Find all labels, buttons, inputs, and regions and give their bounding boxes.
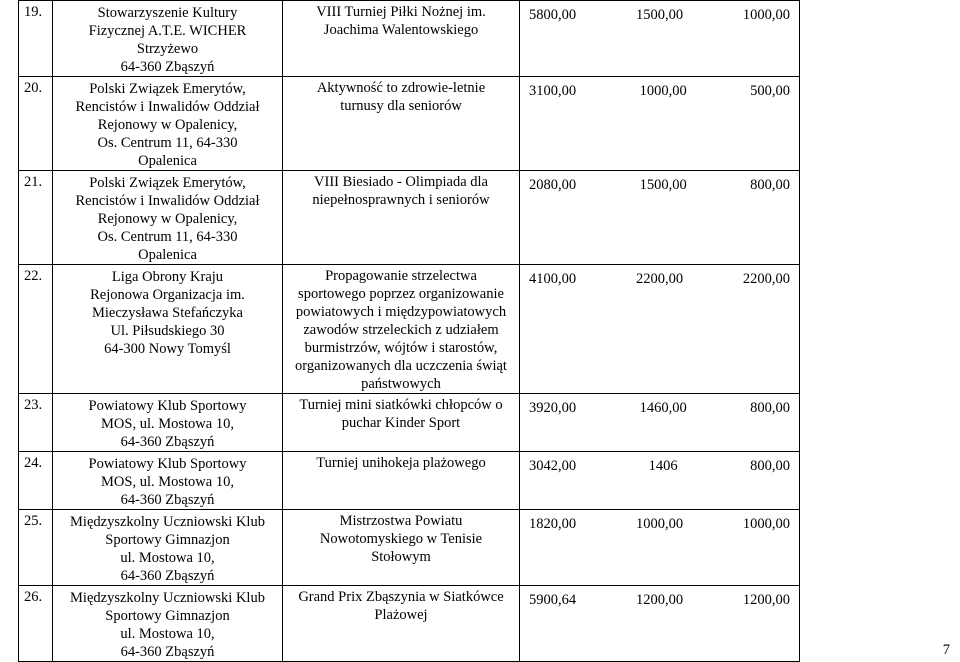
row-number: 26. bbox=[19, 586, 53, 662]
entity-line: Rejonowy w Opalenicy, bbox=[97, 117, 238, 133]
requested-amount: 1406 bbox=[648, 458, 678, 474]
task-line: Turniej mini siatkówki chłopców o bbox=[299, 397, 503, 413]
amounts-cell bbox=[520, 510, 800, 586]
task-cell bbox=[283, 265, 520, 394]
entity-line: 64-360 Zbąszyń bbox=[120, 434, 215, 450]
entity-line: Fizycznej A.T.E. WICHER bbox=[88, 23, 247, 39]
task-cell bbox=[283, 510, 520, 586]
entity-line: Liga Obrony Kraju bbox=[111, 269, 224, 285]
requested-amount: 1460,00 bbox=[639, 400, 687, 416]
entity-line: Opalenica bbox=[138, 153, 197, 169]
total-cost: 3920,00 bbox=[529, 400, 577, 416]
task-line: organizowanych dla uczczenia świąt bbox=[295, 358, 507, 374]
task-line: sportowego poprzez organizowanie bbox=[298, 286, 504, 302]
grant-table bbox=[18, 0, 800, 662]
requested-amount: 1000,00 bbox=[639, 83, 687, 99]
table-row bbox=[19, 1, 800, 77]
entity-line: Os. Centrum 11, 64-330 bbox=[97, 135, 238, 151]
entity-line: 64-360 Zbąszyń bbox=[120, 644, 215, 660]
requested-amount: 2200,00 bbox=[635, 271, 684, 287]
requested-amount: 1500,00 bbox=[635, 7, 684, 23]
granted-amount: 800,00 bbox=[750, 458, 790, 474]
entity-line: Ul. Piłsudskiego 30 bbox=[110, 323, 225, 339]
entity-line: ul. Mostowa 10, bbox=[120, 626, 215, 642]
task-line: zawodów strzeleckich z udziałem bbox=[303, 322, 499, 338]
row-number: 23. bbox=[19, 394, 53, 452]
entity-cell bbox=[53, 1, 283, 77]
entity-line: MOS, ul. Mostowa 10, bbox=[101, 474, 234, 490]
entity-line: Rejonowy w Opalenicy, bbox=[97, 211, 238, 227]
entity-line: Międzyszkolny Uczniowski Klub bbox=[70, 514, 265, 530]
table-row bbox=[19, 77, 800, 171]
task-line: państwowych bbox=[361, 376, 441, 392]
requested-amount: 1200,00 bbox=[635, 592, 684, 608]
granted-amount: 800,00 bbox=[750, 177, 790, 193]
entity-line: Sportowy Gimnazjon bbox=[105, 532, 230, 548]
task-cell bbox=[283, 452, 520, 510]
task-cell bbox=[283, 586, 520, 662]
task-line: turnusy dla seniorów bbox=[340, 98, 462, 114]
task-cell bbox=[283, 1, 520, 77]
task-line: VIII Biesiado - Olimpiada dla bbox=[314, 174, 488, 190]
amounts-cell bbox=[520, 265, 800, 394]
total-cost: 4100,00 bbox=[529, 271, 577, 287]
row-number: 22. bbox=[19, 265, 53, 394]
entity-line: 64-360 Zbąszyń bbox=[120, 59, 215, 75]
granted-amount: 500,00 bbox=[750, 83, 790, 99]
entity-line: Sportowy Gimnazjon bbox=[105, 608, 230, 624]
entity-line: 64-360 Zbąszyń bbox=[120, 568, 215, 584]
requested-amount: 1000,00 bbox=[635, 516, 684, 532]
entity-line: Mieczysława Stefańczyka bbox=[92, 305, 243, 321]
entity-line: Powiatowy Klub Sportowy bbox=[88, 398, 247, 414]
page-number: 7 bbox=[942, 642, 950, 658]
task-line: Joachima Walentowskiego bbox=[323, 22, 479, 38]
task-line: Propagowanie strzelectwa bbox=[325, 268, 477, 284]
entity-line: Powiatowy Klub Sportowy bbox=[88, 456, 247, 472]
table-row bbox=[19, 586, 800, 662]
entity-line: Rencistów i Inwalidów Oddział bbox=[75, 193, 260, 209]
row-number: 20. bbox=[19, 77, 53, 171]
granted-amount: 1000,00 bbox=[742, 7, 790, 23]
task-cell bbox=[283, 171, 520, 265]
amounts-cell bbox=[520, 586, 800, 662]
granted-amount: 1000,00 bbox=[742, 516, 790, 532]
task-line: burmistrzów, wójtów i starostów, bbox=[304, 340, 498, 356]
granted-amount: 800,00 bbox=[750, 400, 790, 416]
entity-line: Os. Centrum 11, 64-330 bbox=[97, 229, 238, 245]
task-line: Stołowym bbox=[371, 549, 431, 565]
table-row bbox=[19, 265, 800, 394]
table-row bbox=[19, 510, 800, 586]
table-row bbox=[19, 452, 800, 510]
granted-amount: 2200,00 bbox=[742, 271, 790, 287]
amounts-cell bbox=[520, 171, 800, 265]
entity-line: 64-300 Nowy Tomyśl bbox=[104, 341, 231, 357]
row-number: 25. bbox=[19, 510, 53, 586]
row-number: 19. bbox=[19, 1, 53, 77]
entity-line: Strzyżewo bbox=[136, 41, 199, 57]
total-cost: 5800,00 bbox=[529, 7, 577, 23]
entity-line: Rencistów i Inwalidów Oddział bbox=[75, 99, 260, 115]
task-line: Turniej unihokeja plażowego bbox=[316, 455, 486, 471]
total-cost: 3042,00 bbox=[529, 458, 577, 474]
total-cost: 5900,64 bbox=[529, 592, 577, 608]
entity-line: Polski Związek Emerytów, bbox=[89, 81, 246, 97]
row-number: 24. bbox=[19, 452, 53, 510]
task-line: powiatowych i międzypowiatowych bbox=[295, 304, 507, 320]
granted-amount: 1200,00 bbox=[742, 592, 790, 608]
total-cost: 2080,00 bbox=[529, 177, 577, 193]
task-line: Nowotomyskiego w Tenisie bbox=[319, 531, 483, 547]
entity-cell bbox=[53, 265, 283, 394]
entity-line: Stowarzyszenie Kultury bbox=[97, 5, 238, 21]
entity-cell bbox=[53, 171, 283, 265]
amounts-cell bbox=[520, 394, 800, 452]
task-line: Aktywność to zdrowie-letnie bbox=[316, 80, 486, 96]
entity-cell bbox=[53, 452, 283, 510]
entity-cell bbox=[53, 510, 283, 586]
entity-line: Opalenica bbox=[138, 247, 197, 263]
task-line: Grand Prix Zbąszynia w Siatkówce bbox=[298, 589, 504, 605]
entity-line: 64-360 Zbąszyń bbox=[120, 492, 215, 508]
task-line: niepełnosprawnych i seniorów bbox=[312, 192, 490, 208]
row-number: 21. bbox=[19, 171, 53, 265]
entity-cell bbox=[53, 77, 283, 171]
table-row bbox=[19, 394, 800, 452]
entity-line: Międzyszkolny Uczniowski Klub bbox=[70, 590, 265, 606]
entity-line: Rejonowa Organizacja im. bbox=[90, 287, 245, 303]
task-line: Mistrzostwa Powiatu bbox=[339, 513, 463, 529]
task-line: VIII Turniej Piłki Nożnej im. bbox=[316, 4, 486, 20]
entity-cell bbox=[53, 394, 283, 452]
entity-cell bbox=[53, 586, 283, 662]
total-cost: 3100,00 bbox=[529, 83, 577, 99]
task-cell bbox=[283, 77, 520, 171]
amounts-cell bbox=[520, 452, 800, 510]
entity-line: MOS, ul. Mostowa 10, bbox=[101, 416, 234, 432]
entity-line: ul. Mostowa 10, bbox=[120, 550, 215, 566]
amounts-cell bbox=[520, 77, 800, 171]
table-row bbox=[19, 171, 800, 265]
task-cell bbox=[283, 394, 520, 452]
amounts-cell bbox=[520, 1, 800, 77]
task-line: puchar Kinder Sport bbox=[341, 415, 461, 431]
total-cost: 1820,00 bbox=[529, 516, 577, 532]
requested-amount: 1500,00 bbox=[639, 177, 687, 193]
task-line: Plażowej bbox=[374, 607, 428, 623]
entity-line: Polski Związek Emerytów, bbox=[89, 175, 246, 191]
